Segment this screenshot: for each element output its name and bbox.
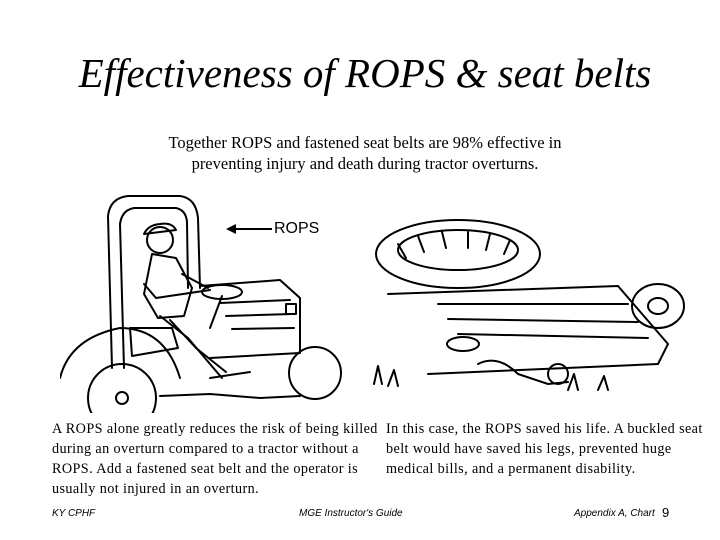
intro-text bbox=[140, 132, 590, 174]
rops-label: ROPS bbox=[274, 220, 320, 237]
intro-line-1: Together ROPS and fastened seat belts are 98% effective in bbox=[168, 133, 562, 152]
slide-title: Effectiveness of ROPS & seat belts bbox=[78, 50, 652, 96]
caption-right: In this case, the ROPS saved his life. A buckled seat belt would have saved his legs, prevented huge medical bills, and a permanent disability. bbox=[386, 421, 703, 477]
footer-organization: KY CPHF bbox=[52, 508, 96, 519]
caption-left: A ROPS alone greatly reduces the risk of being killed during an overturn compared to a tractor without a ROPS. Add a fastened seat belt and the operator is usually not injured in an overturn. bbox=[52, 421, 378, 497]
overturned-tractor-illustration bbox=[368, 214, 708, 404]
intro-line-2: preventing injury and death during tractor overturns. bbox=[191, 154, 539, 173]
page-number: 9 bbox=[662, 505, 670, 520]
rops-pointer-arrow bbox=[224, 222, 274, 236]
footer-guide-title: MGE Instructor's Guide bbox=[299, 508, 403, 519]
footer-appendix: Appendix A, Chart bbox=[574, 508, 655, 519]
